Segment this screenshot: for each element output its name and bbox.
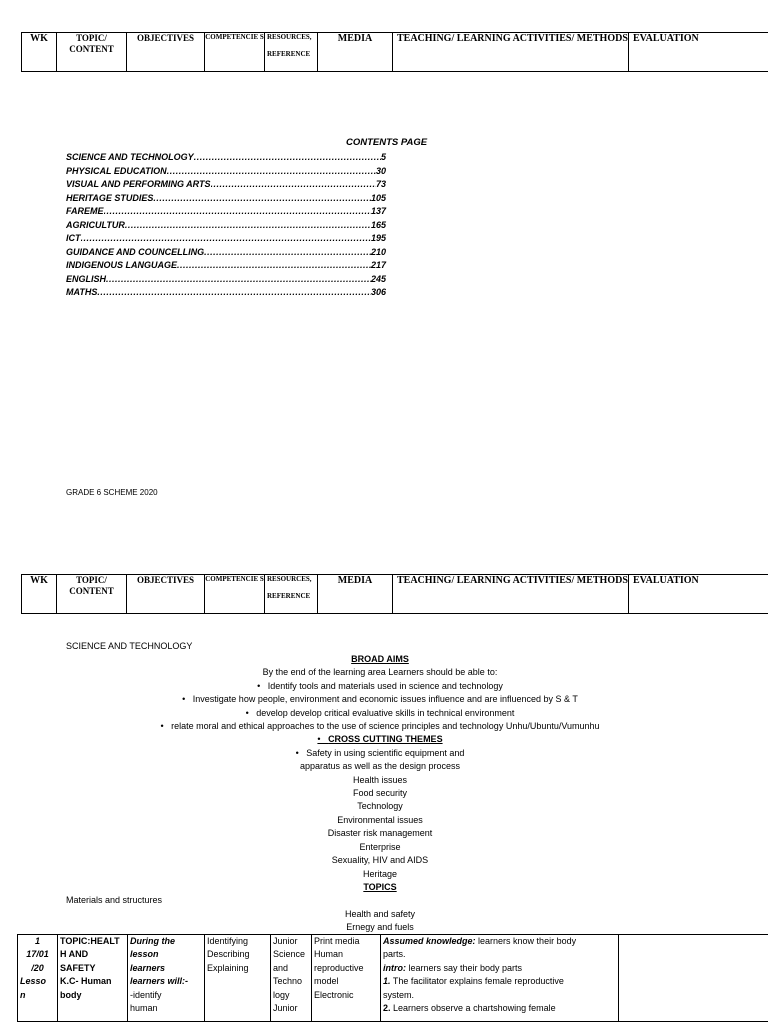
contents-entry-label: PHYSICAL EDUCATION [66, 165, 167, 176]
cross-item: • Safety in using scientific equipment and [295, 747, 465, 758]
contents-entry-page: 306 [370, 287, 386, 297]
page-footer: GRADE 6 SCHEME 2020 [66, 488, 158, 497]
contents-entry-page: 30 [375, 165, 386, 176]
dot-leader [167, 165, 376, 179]
topic-item: Health and safety [344, 909, 416, 919]
header-media: MEDIA [318, 575, 393, 614]
header-competencies: COMPETENCIE S [205, 575, 265, 614]
aim-item: • Investigate how people, environment and economic issues influence and are influenced by S & T [80, 693, 680, 706]
contents-entry [66, 259, 386, 273]
contents-entry-label: MATHS [66, 287, 98, 297]
dot-leader [211, 178, 376, 192]
cross-cutting-heading: • CROSS CUTTING THEMES [317, 734, 443, 745]
aim-item: • develop develop critical evaluative skills in technical environment [80, 707, 680, 720]
contents-entry [66, 205, 386, 219]
contents-entry [66, 273, 386, 287]
aim-item: • Identify tools and materials used in science and technology [80, 680, 680, 693]
cross-item-continued: apparatus as well as the design process [299, 761, 461, 772]
header-media: MEDIA [318, 33, 393, 72]
contents-entry-page: 245 [370, 273, 386, 284]
dot-leader [104, 205, 371, 219]
cross-item: Disaster risk management [327, 828, 433, 839]
dot-leader [97, 286, 371, 300]
header-topic: TOPIC/ CONTENT [57, 575, 127, 614]
dot-leader [106, 273, 371, 287]
contents-entry [66, 178, 386, 192]
contents-entry [66, 151, 386, 165]
dot-leader [125, 219, 371, 233]
dot-leader [153, 192, 371, 206]
contents-list [66, 151, 386, 300]
broad-aims-intro: By the end of the learning area Learners should be able to: [262, 667, 498, 678]
topic-item: Ernegy and fuels [346, 922, 414, 933]
contents-entry-label: SCIENCE AND TECHNOLOGY [66, 152, 194, 162]
header-resources: RESOURCES, REFERENCE [265, 575, 318, 614]
lesson-topic: TOPIC:HEALT H AND SAFETY K.C- Human body [58, 935, 128, 1022]
cross-item: Technology [357, 801, 403, 812]
header-evaluation: EVALUATION [629, 575, 768, 614]
contents-entry-label: GUIDANCE AND COUNCELLING [66, 246, 205, 257]
aims-block [80, 653, 680, 894]
contents-entry-label: FAREME [66, 206, 104, 216]
cross-item: Health issues [352, 774, 408, 785]
contents-entry-page: 195 [370, 233, 386, 243]
header-objectives: OBJECTIVES [127, 33, 205, 72]
header-competencies: COMPETENCIE S [205, 33, 265, 72]
contents-entry-page: 217 [370, 260, 386, 270]
cross-item: Heritage [362, 868, 398, 879]
aim-item: • relate moral and ethical approaches to the use of science principles and technology Unhu/Ubuntu/Vumunhu [80, 720, 680, 733]
cross-item: Food security [352, 788, 408, 799]
header-resources: RESOURCES, REFERENCE [265, 33, 318, 72]
contents-entry [66, 192, 386, 206]
scheme-header-table [21, 32, 768, 72]
cross-item: Enterprise [359, 841, 401, 852]
dot-leader [204, 246, 371, 260]
contents-entry-page: 105 [370, 192, 386, 203]
cross-item: Environmental issues [337, 814, 423, 825]
contents-entry-page: 137 [370, 206, 386, 216]
topic-group-materials: Materials and structures [66, 895, 163, 905]
dot-leader [81, 232, 371, 246]
header-topic: TOPIC/ CONTENT [57, 33, 127, 72]
contents-entry-page: 165 [370, 219, 386, 230]
cross-item: Sexuality, HIV and AIDS [331, 855, 429, 866]
contents-title: CONTENTS PAGE [346, 137, 428, 148]
contents-entry-label: AGRICULTUR [66, 219, 125, 230]
topics-list [80, 908, 680, 935]
lesson-activities: Assumed knowledge: learners know their body parts. intro: learners say their body parts 1. The facilitator explains female reproductive system. 2. Learners observe a chartshowing female [381, 935, 619, 1022]
broad-aims-heading: BROAD AIMS [351, 654, 409, 664]
scheme-header-table [21, 574, 768, 614]
table-row [18, 935, 768, 1022]
lesson-media: Print media Human reproductive model Electronic [312, 935, 381, 1022]
header-teaching: TEACHING/ LEARNING ACTIVITIES/ METHODS [393, 33, 629, 72]
dot-leader [194, 151, 381, 165]
subject-heading: SCIENCE AND TECHNOLOGY [66, 641, 193, 651]
contents-entry-label: HERITAGE STUDIES [66, 192, 154, 203]
contents-entry [66, 246, 386, 260]
header-wk: WK [22, 33, 57, 72]
lesson-evaluation [619, 935, 768, 1022]
lesson-objectives: During the lesson learners learners will:- -identify human [128, 935, 205, 1022]
header-evaluation: EVALUATION [629, 33, 768, 72]
header-teaching: TEACHING/ LEARNING ACTIVITIES/ METHODS [393, 575, 629, 614]
lesson-competencies: Identifying Describing Explaining [205, 935, 271, 1022]
topics-heading: TOPICS [363, 881, 397, 892]
contents-entry [66, 219, 386, 233]
header-wk: WK [22, 575, 57, 614]
dot-leader [177, 259, 371, 273]
contents-entry-label: VISUAL AND PERFORMING ARTS [66, 179, 211, 189]
contents-entry-label: INDIGENOUS LANGUAGE [66, 260, 178, 270]
lesson-table [17, 934, 768, 1022]
contents-entry [66, 286, 386, 300]
contents-entry-page: 73 [375, 179, 386, 189]
contents-entry-page: 5 [380, 152, 386, 162]
lesson-resources: Junior Science and Techno logy Junior [271, 935, 312, 1022]
contents-entry [66, 165, 386, 179]
lesson-week: 1 17/01 /20 Lesso n [18, 935, 58, 1022]
header-objectives: OBJECTIVES [127, 575, 205, 614]
contents-entry-page: 210 [370, 246, 386, 257]
contents-entry [66, 232, 386, 246]
contents-entry-label: ENGLISH [66, 273, 107, 284]
contents-entry-label: ICT [66, 233, 81, 243]
